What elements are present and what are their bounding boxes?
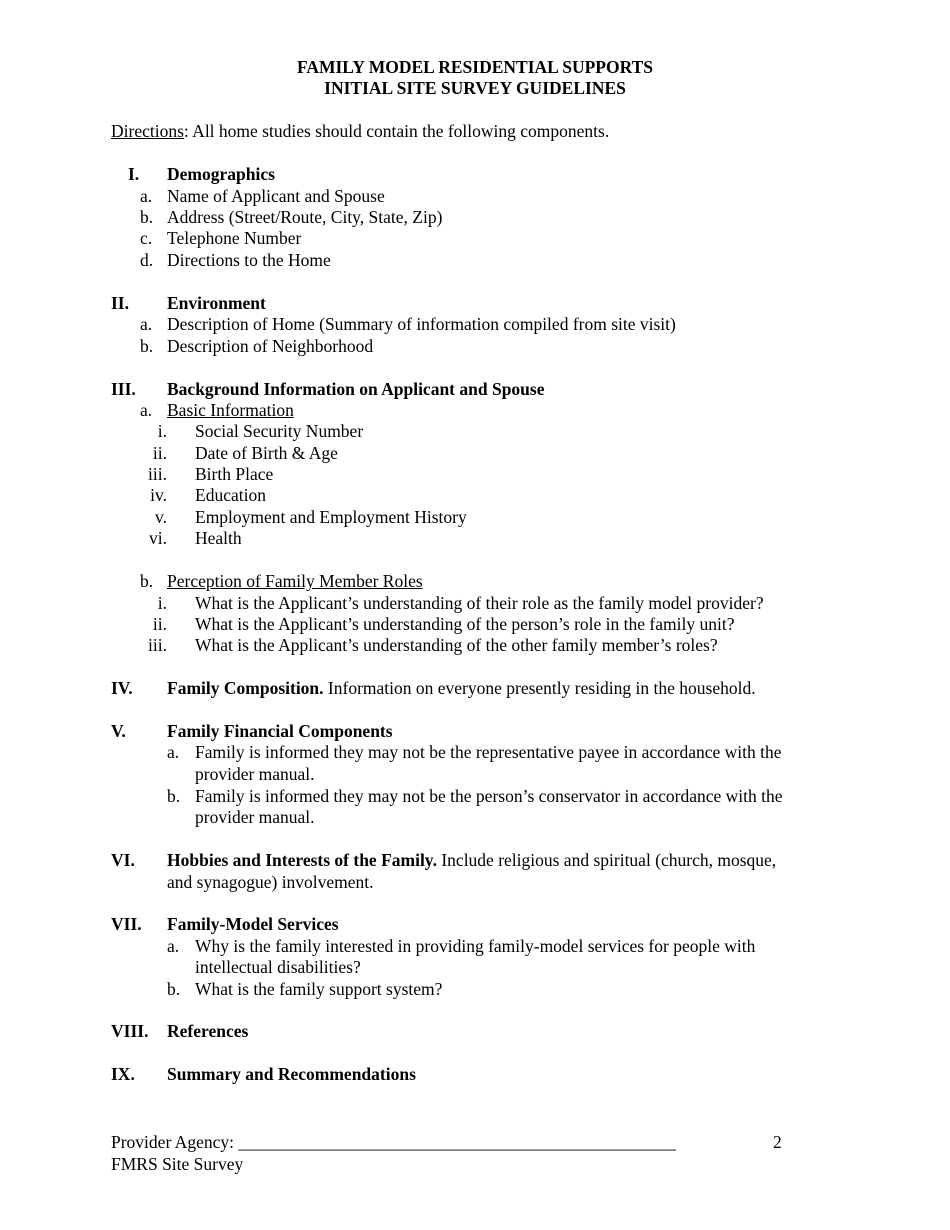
section-1-item-marker: d.: [140, 250, 154, 270]
sub-item: What is the Applicant’s understanding of their role as the family model provider?: [195, 593, 764, 613]
section-4-paragraph: [167, 678, 756, 699]
section-5-item-marker: b.: [167, 786, 181, 806]
directions-paragraph: [111, 121, 609, 142]
sub-item-marker: i.: [157, 421, 167, 441]
section-5-numeral: V.: [111, 721, 126, 741]
section-8-heading: References: [167, 1021, 249, 1041]
sub-item: Birth Place: [195, 464, 274, 484]
directions-label: Directions: [111, 121, 184, 141]
footer-form-name: FMRS Site Survey: [111, 1154, 244, 1174]
section-7-numeral: VII.: [111, 914, 142, 934]
section-9-numeral: IX.: [111, 1064, 135, 1084]
section-1-item: Name of Applicant and Spouse: [167, 186, 385, 206]
section-6-paragraph: [167, 850, 776, 871]
sub-item-marker: iv.: [150, 485, 167, 505]
section-1-item-marker: b.: [140, 207, 154, 227]
section-2-item: Description of Neighborhood: [167, 336, 374, 356]
sub-item: Education: [195, 485, 266, 505]
section-2-numeral: II.: [111, 293, 129, 313]
sub-item: What is the Applicant’s understanding of the person’s role in the family unit?: [195, 614, 735, 634]
section-5-item-cont: provider manual.: [195, 764, 315, 784]
section-4-text: Information on everyone presently residing in the household.: [323, 678, 756, 698]
section-2-item-marker: a.: [140, 314, 153, 334]
section-2-item-marker: b.: [140, 336, 154, 356]
sub-item-marker: iii.: [148, 635, 167, 655]
directions-text: : All home studies should contain the following components.: [183, 121, 610, 141]
section-2-item: Description of Home (Summary of information compiled from site visit): [167, 314, 676, 334]
sub-item-marker: v.: [155, 507, 167, 527]
section-3a-title: Basic Information: [167, 400, 294, 420]
section-1-heading: Demographics: [167, 164, 275, 184]
sub-item-marker: ii.: [152, 614, 167, 634]
sub-item-marker: iii.: [148, 464, 167, 484]
section-7-item: Why is the family interested in providing family-model services for people with: [195, 936, 756, 956]
section-1-item: Address (Street/Route, City, State, Zip): [167, 207, 443, 227]
section-4-heading: Family Composition.: [167, 678, 324, 698]
section-7-heading: Family-Model Services: [167, 914, 339, 934]
section-3a-marker: a.: [140, 400, 153, 420]
section-3b-marker: b.: [140, 571, 154, 591]
section-7-item-marker: a.: [167, 936, 180, 956]
sub-item: Employment and Employment History: [195, 507, 467, 527]
section-4-numeral: IV.: [111, 678, 133, 698]
section-7-item-marker: b.: [167, 979, 181, 999]
sub-item-marker: ii.: [152, 443, 167, 463]
section-3-heading: Background Information on Applicant and Spouse: [167, 379, 545, 399]
sub-item-marker: i.: [157, 593, 167, 613]
section-8-numeral: VIII.: [111, 1021, 149, 1041]
doc-title-line2: INITIAL SITE SURVEY GUIDELINES: [324, 78, 626, 98]
section-1-numeral: I.: [128, 164, 140, 184]
section-6-numeral: VI.: [111, 850, 135, 870]
section-2-heading: Environment: [167, 293, 266, 313]
section-3b-title: Perception of Family Member Roles: [167, 571, 423, 591]
section-7-item-cont: intellectual disabilities?: [195, 957, 361, 977]
doc-title-line1: FAMILY MODEL RESIDENTIAL SUPPORTS: [296, 57, 654, 77]
sub-item: What is the Applicant’s understanding of the other family member’s roles?: [195, 635, 718, 655]
footer-provider-agency: Provider Agency: __________________________________________________: [111, 1132, 676, 1152]
section-1-item: Telephone Number: [167, 228, 302, 248]
section-6-heading: Hobbies and Interests of the Family.: [167, 850, 437, 870]
section-5-item-marker: a.: [167, 742, 180, 762]
section-6-text: Include religious and spiritual (church, mosque,: [436, 850, 777, 870]
section-5-heading: Family Financial Components: [167, 721, 393, 741]
section-5-item: Family is informed they may not be the representative payee in accordance with the: [195, 742, 782, 762]
section-3-numeral: III.: [111, 379, 136, 399]
section-1-item-marker: a.: [140, 186, 153, 206]
section-9-heading: Summary and Recommendations: [167, 1064, 416, 1084]
section-1-item-marker: c.: [140, 228, 153, 248]
section-5-item-cont: provider manual.: [195, 807, 315, 827]
footer-page-number: 2: [773, 1132, 782, 1152]
sub-item: Social Security Number: [195, 421, 364, 441]
section-1-item: Directions to the Home: [167, 250, 331, 270]
sub-item: Date of Birth & Age: [195, 443, 338, 463]
sub-item-marker: vi.: [149, 528, 167, 548]
sub-item: Health: [195, 528, 242, 548]
section-5-item: Family is informed they may not be the person’s conservator in accordance with the: [195, 786, 783, 806]
section-6-text-cont: and synagogue) involvement.: [167, 872, 374, 892]
section-7-item: What is the family support system?: [195, 979, 443, 999]
